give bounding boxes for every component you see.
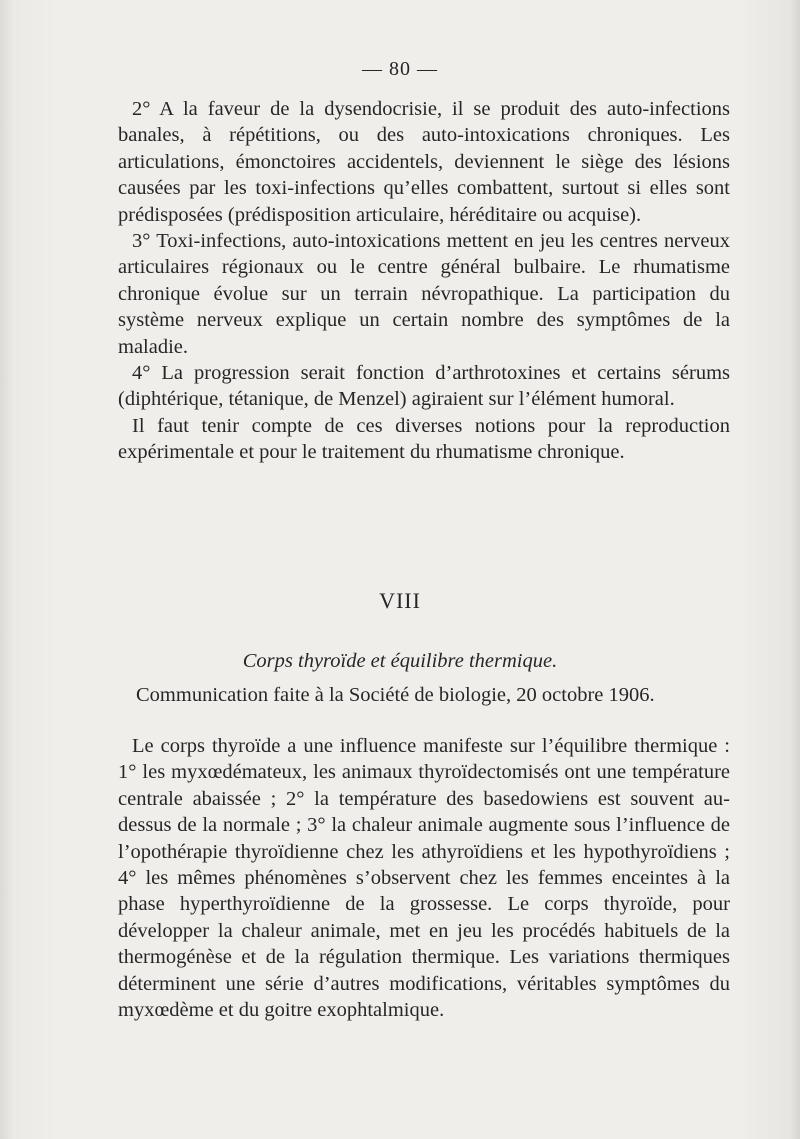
page-number: — 80 —: [362, 58, 438, 80]
section-number: VIII: [379, 588, 421, 613]
paragraph-3: 3° Toxi-infections, auto-intoxications mettent en jeu les centres nerveux articulaires régionaux ou le centre général bulbaire. Le rhumatisme chronique évolue sur un terrain névropathique. La participation du système nerveux explique un certain nombre des symptômes de la maladie.: [118, 230, 730, 358]
paragraph-4: 4° La progression serait fonction d’arthrotoxines et certains sérums (diphtérique, tétanique, de Menzel) agiraient sur l’élément humoral.: [118, 362, 730, 411]
section-title: Corps thyroïde et équilibre thermique.: [242, 650, 558, 672]
paragraph-2: 2° A la faveur de la dysendocrisie, il se produit des auto-infections banales, à répétitions, ou des auto-intoxications chroniques. Les articulations, émonctoires accidentels, deviennent le siège des lésions causées par les toxi-infections qu’elles combattent, surtout si elles sont prédisposées (prédisposition articulaire, héréditaire ou acquise).: [118, 98, 730, 226]
section-2-text: [118, 733, 730, 1023]
paragraph-conclusion: Il faut tenir compte de ces diverses notions pour la reproduction expérimentale et pour le traitement du rhumatisme chronique.: [118, 414, 730, 464]
section-1-text: [118, 96, 730, 466]
section-2-body: Le corps thyroïde a une influence manifeste sur l’équilibre thermique : 1° les myxœdémateux, les animaux thyroïdectomisés ont une température centrale abaissée ; 2° la température des basedowiens est souvent au-dessus de la normale ; 3° la chaleur animale augmente sous l’influence de l’opothérapie thyroïdienne chez les athyroïdiens et les hypothyroïdiens ; 4° les mêmes phénomènes s’observent chez les femmes enceintes à la phase hyperthyroïdienne de la grossesse. Le corps thyroïde, pour développer la chaleur animale, met en jeu les procédés habituels de la thermogénèse et de la régulation thermique. Les variations thermiques déterminent une série d’autres modifications, véritables symptômes du myxœdème et du goitre exophtalmique.: [118, 735, 730, 1022]
communication-note: Communication faite à la Société de biologie, 20 octobre 1906.: [136, 684, 655, 706]
